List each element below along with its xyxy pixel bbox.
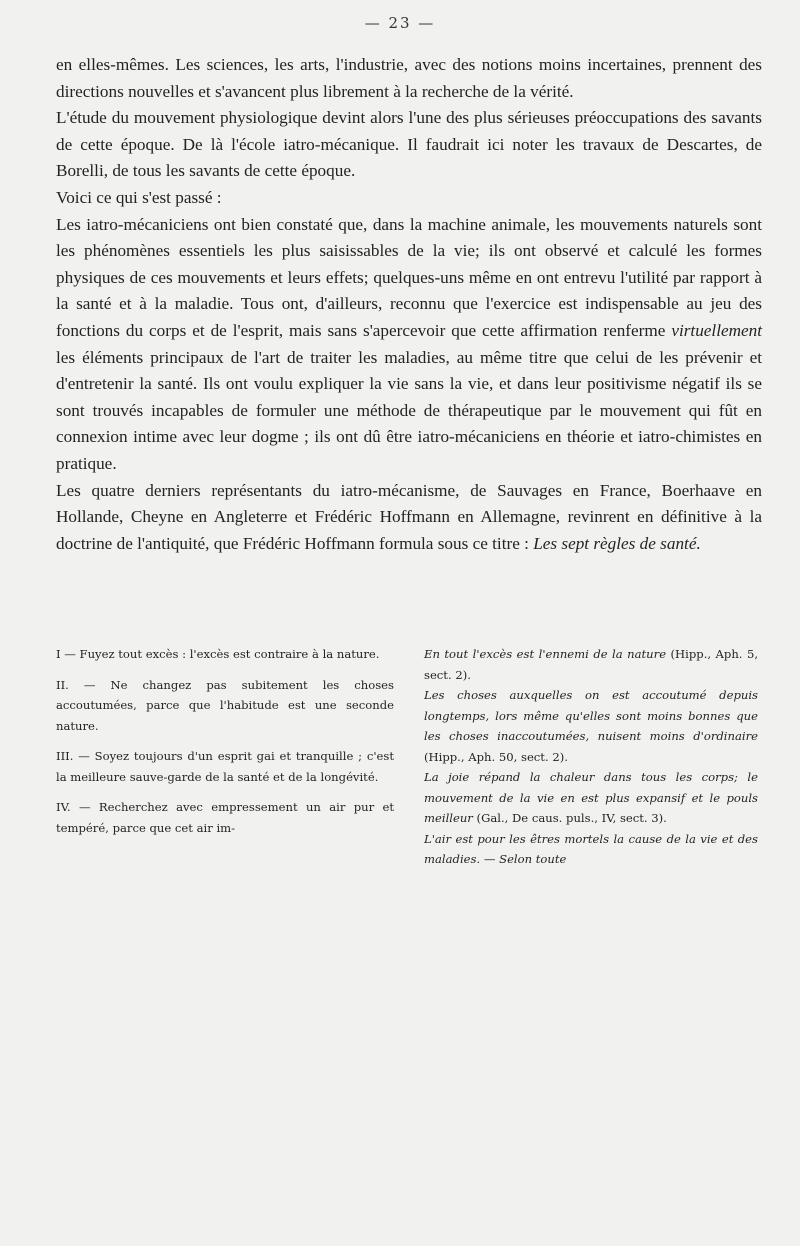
quote-2-text-cont: d'ordinaire: [693, 729, 758, 743]
quote-3-reference: (Gal., De caus. puls., IV, sect. 3).: [476, 811, 667, 825]
quotes-column: [424, 644, 758, 870]
quote-1-reference: (Hipp., Aph. 5, sect. 2).: [424, 647, 759, 682]
rule-3: III. — Soyez toujours d'un esprit gai et tranquille ; c'est la meilleure sauve-garde de la santé et de la longévité.: [56, 749, 394, 784]
paragraph-4: [56, 212, 762, 478]
quote-2: [424, 685, 758, 767]
quote-2-text: Les choses auxquelles on est accoutumé depuis longtemps, lors même qu'elles sont moins bonnes que les choses inaccoutumées, nuisent moins: [424, 688, 758, 743]
rule-4: IV. — Recherchez avec empressement un air pur et tempéré, parce que cet air im-: [56, 800, 394, 835]
quote-2-reference: (Hipp., Aph. 50, sect. 2).: [424, 749, 568, 764]
main-text: [56, 52, 762, 557]
paragraph-5: [56, 478, 762, 558]
paragraph-3: Voici ce qui s'est passé :: [56, 187, 222, 207]
quote-3: [424, 767, 758, 829]
paragraph-2: L'étude du mouvement physiologique devint alors l'une des plus sérieuses préoccupations des savants de cette époque. De là l'école iatro-mécanique. Il faudrait ici noter les travaux de Descartes, de Borelli, de tous les savants de cette époque.: [56, 108, 762, 181]
rule-2: II. — Ne changez pas subitement les choses accoutumées, parce que l'habitude est une seconde nature.: [56, 677, 394, 733]
quote-1-text: En tout l'excès est l'ennemi de la nature: [424, 647, 667, 661]
paragraph-1: en elles-mêmes. Les sciences, les arts, l'industrie, avec des notions moins incertaines, prennent des directions nouvelles et s'avancent plus librement à la recherche de la vérité.: [56, 55, 762, 101]
rule-1: I — Fuyez tout excès : l'excès est contraire à la nature.: [56, 647, 380, 661]
paragraph-4-emphasis: virtuellement: [671, 320, 763, 340]
quote-3-text: La joie répand la chaleur dans tous les corps; le mouvement de la vie en est plus expansif et le pouls meilleur: [424, 770, 758, 825]
rules-column: [56, 644, 394, 848]
quote-4: [424, 829, 758, 870]
page-number: — 23 —: [364, 14, 436, 32]
quote-1: [424, 644, 758, 685]
quote-4-text: L'air est pour les êtres mortels la cause de la vie et des maladies. —: [424, 831, 758, 866]
paragraph-4-part-b: les éléments principaux de l'art de traiter les maladies, au même titre que celui de les prévenir et d'entretenir la santé. Ils ont voulu expliquer la vie sans la vie, et dans leur positivisme négatif ils se sont trouvés incapables de formuler une méthode de thérapeutique par le mouvement qui fût en connexion intime avec leur dogme ; ils ont dû être iatro-mécaniciens en théorie et iatro-chimistes en pratique.: [56, 347, 762, 473]
paragraph-5-part-a: Les quatre derniers représentants du iatro-mécanisme, de Sauvages en France, Boerhaave en Hollande, Cheyne en Angleterre et Frédéric Hoffmann en Allemagne, revinrent en définitive à la doctrine de l'antiquité, que Frédéric Hoffmann formula sous ce titre :: [56, 480, 762, 553]
quote-4-text-cont: Selon toute: [499, 852, 567, 866]
paragraph-5-title: Les sept règles de santé.: [533, 533, 701, 553]
paragraph-4-part-a: Les iatro-mécaniciens ont bien constaté que, dans la machine animale, les mouvements naturels sont les phénomènes essentiels les plus saisissables de la vie; ils ont observé et calculé les formes physiques de ces mouvements et leurs effets; quelques-uns même en ont entrevu l'utilité par rapport à la santé et à la maladie. Tous ont, d'ailleurs, reconnu que l'exercice est indispensable au jeu des fonctions du corps et de l'esprit, mais sans s'apercevoir que cette affirmation renferme: [56, 214, 762, 340]
two-column-notes: [56, 644, 762, 1004]
